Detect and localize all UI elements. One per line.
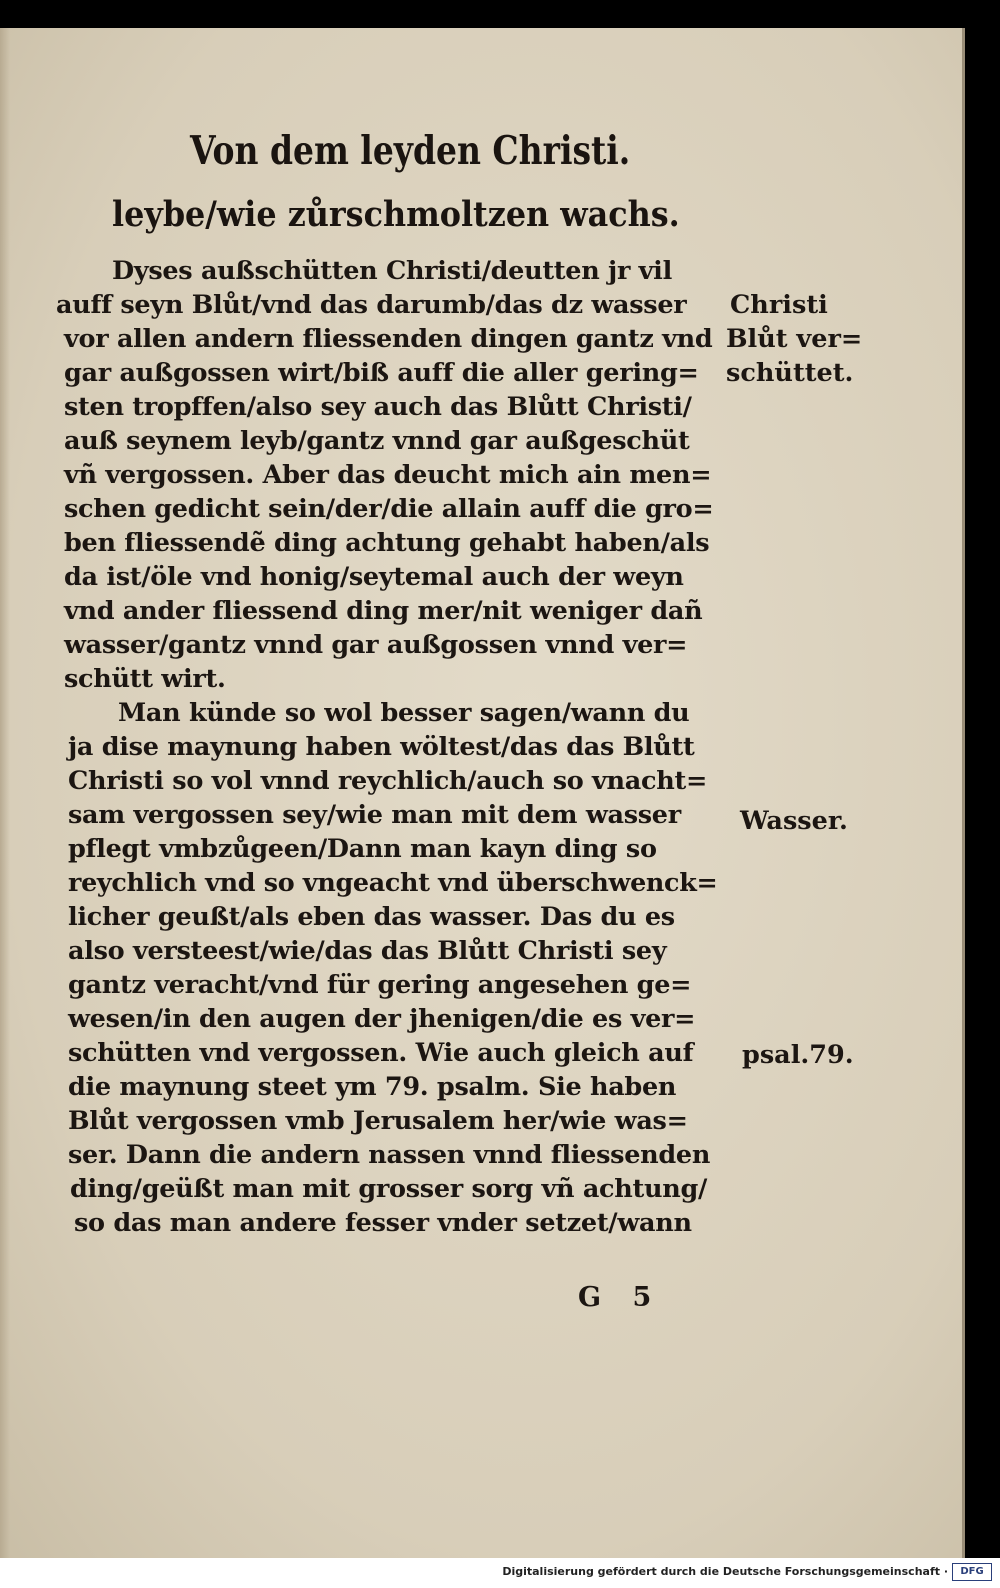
text-line: gar außgossen wirt/biß auff die aller gering= bbox=[64, 358, 699, 388]
text-line: auß seynem leyb/gantz vnnd gar außgeschüt bbox=[64, 426, 690, 456]
text-line: ser. Dann die andern nassen vnnd fliessenden bbox=[68, 1140, 711, 1170]
text-line: licher geußt/als eben das wasser. Das du es bbox=[68, 902, 675, 932]
credit-text: Digitalisierung gefördert durch die Deutsche Forschungsgemeinschaft · bbox=[502, 1565, 948, 1578]
text-line: sten tropffen/also sey auch das Blůtt Christi/ bbox=[64, 392, 692, 422]
margin-note: Wasser. bbox=[740, 806, 848, 836]
text-line: vnd ander fliessend ding mer/nit weniger dañ bbox=[64, 596, 703, 626]
text-line: ben fliessendẽ ding achtung gehabt haben/als bbox=[64, 528, 710, 558]
text-line: also versteest/wie/das das Blůtt Christi sey bbox=[68, 936, 667, 966]
margin-note: psal.79. bbox=[742, 1040, 854, 1070]
credit-bar bbox=[0, 1558, 1000, 1588]
text-line: ding/geüßt man mit grosser sorg vñ achtung/ bbox=[70, 1174, 708, 1204]
page-edge-shadow bbox=[0, 28, 10, 1558]
text-line: Dyses außschütten Christi/deutten jr vil bbox=[112, 256, 672, 286]
dfg-logo: DFG bbox=[952, 1563, 992, 1581]
text-line: Man künde so wol besser sagen/wann du bbox=[118, 698, 690, 728]
text-line: ja dise maynung haben wöltest/das das Blůtt bbox=[68, 732, 695, 762]
text-line: reychlich vnd so vngeacht vnd überschwenck= bbox=[68, 868, 718, 898]
signature-mark: G 5 bbox=[578, 1282, 652, 1313]
text-line: Blůt vergossen vmb Jerusalem her/wie was= bbox=[68, 1106, 688, 1136]
text-line: wasser/gantz vnnd gar außgossen vnnd ver= bbox=[64, 630, 688, 660]
text-line: gantz veracht/vnd für gering angesehen ge= bbox=[68, 970, 692, 1000]
text-line: vor allen andern fliessenden dingen gantz vnd bbox=[64, 324, 713, 354]
text-line: auff seyn Blůt/vnd das darumb/das dz wasser bbox=[56, 290, 687, 320]
text-line: schütten vnd vergossen. Wie auch gleich auf bbox=[68, 1038, 694, 1068]
margin-note: Christi bbox=[730, 290, 828, 320]
text-line: die maynung steet ym 79. psalm. Sie haben bbox=[68, 1072, 677, 1102]
subheading: leybe/wie zůrschmoltzen wachs. bbox=[112, 194, 680, 235]
text-line: schütt wirt. bbox=[64, 664, 226, 694]
margin-note: Blůt ver= bbox=[726, 324, 863, 354]
text-line: Christi so vol vnnd reychlich/auch so vnacht= bbox=[68, 766, 708, 796]
text-line: sam vergossen sey/wie man mit dem wasser bbox=[68, 800, 681, 830]
text-line: pflegt vmbzůgeen/Dann man kayn ding so bbox=[68, 834, 657, 864]
text-line: da ist/öle vnd honig/seytemal auch der weyn bbox=[64, 562, 684, 592]
text-line: schen gedicht sein/der/die allain auff die gro= bbox=[64, 494, 714, 524]
text-line: vñ vergossen. Aber das deucht mich ain men= bbox=[64, 460, 712, 490]
running-heading: Von dem leyden Christi. bbox=[190, 128, 631, 174]
margin-note: schüttet. bbox=[726, 358, 854, 388]
text-line: so das man andere fesser vnder setzet/wann bbox=[74, 1208, 692, 1238]
text-line: wesen/in den augen der jhenigen/die es ver= bbox=[68, 1004, 696, 1034]
